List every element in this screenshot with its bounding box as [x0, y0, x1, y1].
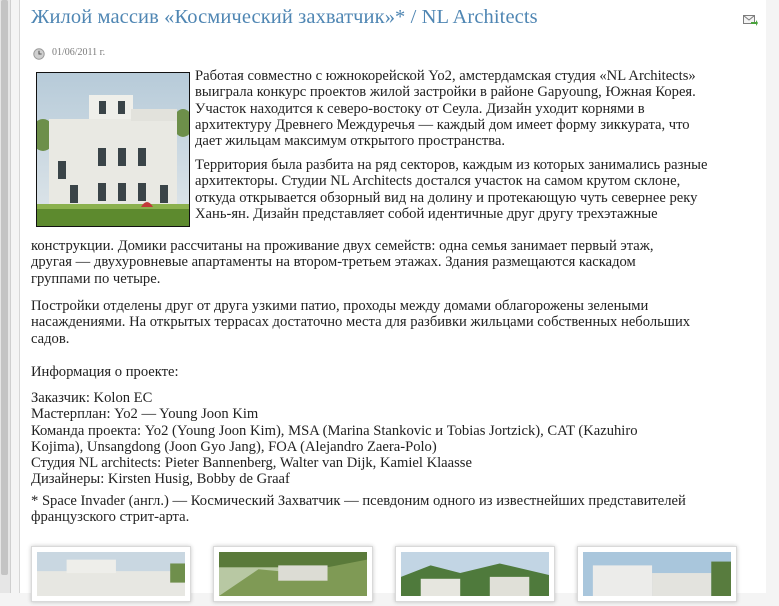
- clock-icon: [33, 48, 45, 60]
- info-client: Заказчик: Kolon EC: [31, 390, 153, 406]
- project-info-list: [31, 390, 761, 488]
- info-masterplan: Мастерплан: Yo2 — Young Joon Kim: [31, 406, 259, 423]
- article-title[interactable]: Жилой массив «Космический захватчик»* / NL Architects: [31, 6, 538, 28]
- scrollbar-thumb[interactable]: [1, 0, 8, 575]
- paragraph-2: Территория была разбита на ряд секторов, каждым из которых занимались разные архитекторы. Студии NL Architects достался участок на самом крутом склоне, откуда открывается обзорный вид на долину и протекающую чуть севернее реку Хань-ян. Дизайн представляет собой идентичные друг другу трехэтажные: [195, 157, 708, 222]
- paragraph-2-continued: конструкции. Домики рассчитаны на проживание двух семейств: одна семья занимает первый этаж, другая — двухуровневые апартаменты на втором-третьем этажах. Здания размещаются каскадом группами по четыре.: [31, 238, 654, 287]
- post-date: 01/06/2011 г.: [52, 47, 106, 58]
- email-icon[interactable]: [743, 13, 758, 26]
- info-team-continued: Kojima), Unsangdong (Joon Gyo Jang), FOA (Alejandro Zaera-Polo): [31, 438, 437, 455]
- gallery-thumb-1[interactable]: [31, 546, 191, 602]
- gallery-thumb-3[interactable]: [395, 546, 555, 602]
- article-page: [19, 0, 766, 593]
- paragraph-1: Работая совместно с южнокорейской Yo2, амстердамская студия «NL Architects» выиграла конкурс проектов жилой застройки в районе Gapyoung, Южная Корея. Участок находится к северо-востоку от Сеула. Дизайн уходит корнями в архитектуру Древнего Междуречья — каждый дом имеет форму зиккурата, что дает жильцам максимум открытого пространства.: [195, 68, 696, 150]
- footnote: * Space Invader (англ.) — Космический Захватчик — псевдоним одного из известнейших представителей французского стрит-арта.: [31, 493, 686, 526]
- info-studio: Студия NL architects: Pieter Bannenberg, Walter van Dijk, Kamiel Klaasse: [31, 455, 472, 472]
- info-team: Команда проекта: Yo2 (Young Joon Kim), MSA (Marina Stankovic и Tobias Jortzick), CAT (Kazuhiro: [31, 422, 638, 439]
- paragraph-3: Постройки отделены друг от друга узкими патио, проходы между домами облагорожены зелеными насаждениями. На открытых террасах достаточно места для разбивки жильцами собственных небольших садов.: [31, 298, 691, 347]
- info-designers: Дизайнеры: Kirsten Husig, Bobby de Graaf: [31, 471, 290, 488]
- project-info-heading: Информация о проекте:: [31, 364, 179, 380]
- lead-image[interactable]: [36, 72, 190, 227]
- scrollbar[interactable]: [0, 0, 11, 593]
- building-photo: [37, 73, 189, 226]
- gallery-thumb-4[interactable]: [577, 546, 737, 602]
- image-gallery: [31, 546, 761, 606]
- gallery-thumb-2[interactable]: [213, 546, 373, 602]
